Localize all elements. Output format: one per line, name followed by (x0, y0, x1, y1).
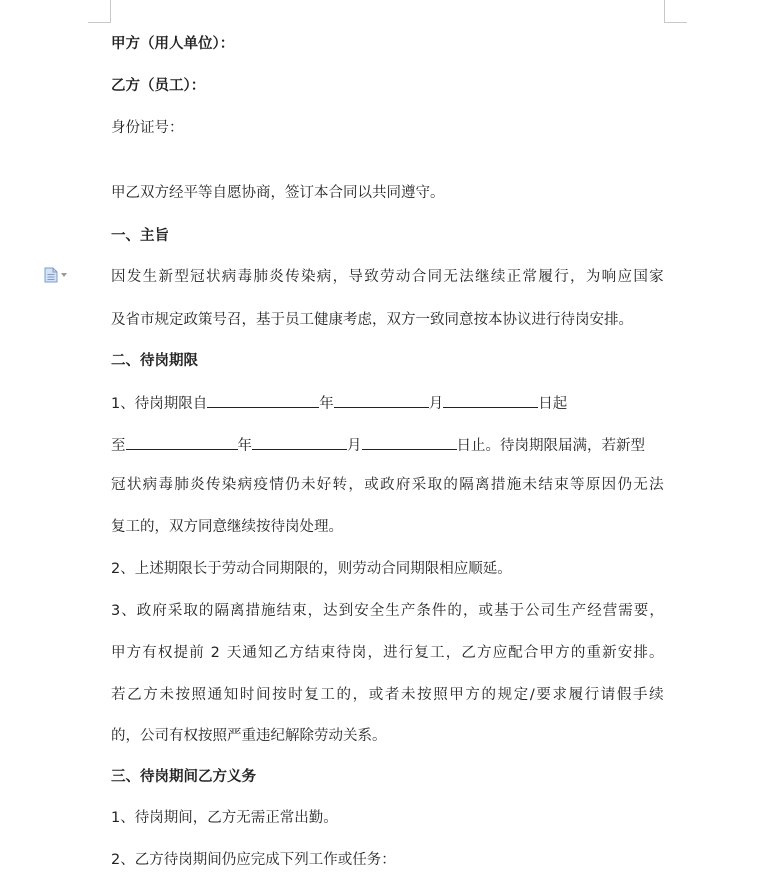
start-day-blank[interactable] (443, 392, 538, 408)
section2-item3-line2: 甲 方 有 权 提 前 2 天 通 知 乙 方 结 束 待 岗 ， 进 行 复 工 ， 乙 方 应 配 合 甲 方 的 重 新 安 排 。 (111, 645, 664, 661)
month-label: 月 (428, 396, 444, 412)
page-corner-mark-left (88, 0, 111, 23)
id-number-label: 身份证号： (111, 120, 184, 136)
intro-paragraph: 甲乙双方经平等自愿协商，签订本合同以共同遵守。 (111, 185, 445, 201)
section1-title: 一、主旨 (111, 228, 169, 244)
section2-item1-line2 (111, 434, 645, 456)
page-corner-mark-right (664, 0, 687, 23)
section2-item3-line3: 若 乙 方 未 按 照 通 知 时 间 按 时 复 工 的 ， 或 者 未 按 照 甲 方 的 规 定 / 要 求 履 行 请 假 手 续 (111, 687, 664, 703)
section2-item1-line4: 复工的，双方同意继续按待岗处理。 (111, 519, 343, 535)
end-month-blank[interactable] (252, 434, 347, 450)
start-year-blank[interactable] (207, 392, 319, 408)
month-label: 月 (347, 438, 362, 454)
section3-item1: 1、待岗期间，乙方无需正常出勤。 (111, 810, 338, 826)
section2-title: 二、待岗期限 (111, 353, 198, 369)
party-a-label: 甲方（用人单位）： (111, 36, 235, 52)
year-label: 年 (319, 396, 334, 412)
item1-prefix: 1、待岗期限自 (111, 396, 208, 412)
paragraph-menu-icon[interactable] (44, 267, 72, 283)
section2-item3-line4: 的，公司有权按照严重违纪解除劳动关系。 (111, 728, 387, 744)
end-day-blank[interactable] (362, 434, 457, 450)
section2-item3-line1: 3 、 政 府 采 取 的 隔 离 措 施 结 束 ， 达 到 安 全 生 产 条 件 的 ， 或 基 于 公 司 生 产 经 营 需 要 ， (111, 603, 664, 619)
day-end-label: 日止。待岗期限届满，若新型 (456, 438, 645, 454)
section3-item2: 2、乙方待岗期间仍应完成下列工作或任务： (111, 852, 396, 868)
section2-item1-line3: 冠 状 病 毒 肺 炎 传 染 病 疫 情 仍 未 好 转 ， 或 政 府 采 取 的 隔 离 措 施 未 结 束 等 原 因 仍 无 法 (111, 477, 664, 493)
end-year-blank[interactable] (126, 434, 238, 450)
section1-line1: 因 发 生 新 型 冠 状 病 毒 肺 炎 传 染 病 ， 导 致 劳 动 合 同 无 法 继 续 正 常 履 行 ， 为 响 应 国 家 (111, 269, 664, 285)
document-icon (44, 267, 58, 283)
section1-line2: 及省市规定政策号召，基于员工健康考虑，双方一致同意按本协议进行待岗安排。 (111, 312, 633, 328)
section2-item2: 2、上述期限长于劳动合同期限的，则劳动合同期限相应顺延。 (111, 561, 512, 577)
party-b-label: 乙方（员工）： (111, 78, 206, 94)
year-label: 年 (237, 438, 252, 454)
to-label: 至 (111, 438, 126, 454)
day-start-label: 日起 (538, 396, 568, 412)
section3-title: 三、待岗期间乙方义务 (111, 769, 256, 785)
section2-item1-line1 (111, 392, 567, 414)
start-month-blank[interactable] (334, 392, 429, 408)
chevron-down-icon (61, 273, 67, 277)
